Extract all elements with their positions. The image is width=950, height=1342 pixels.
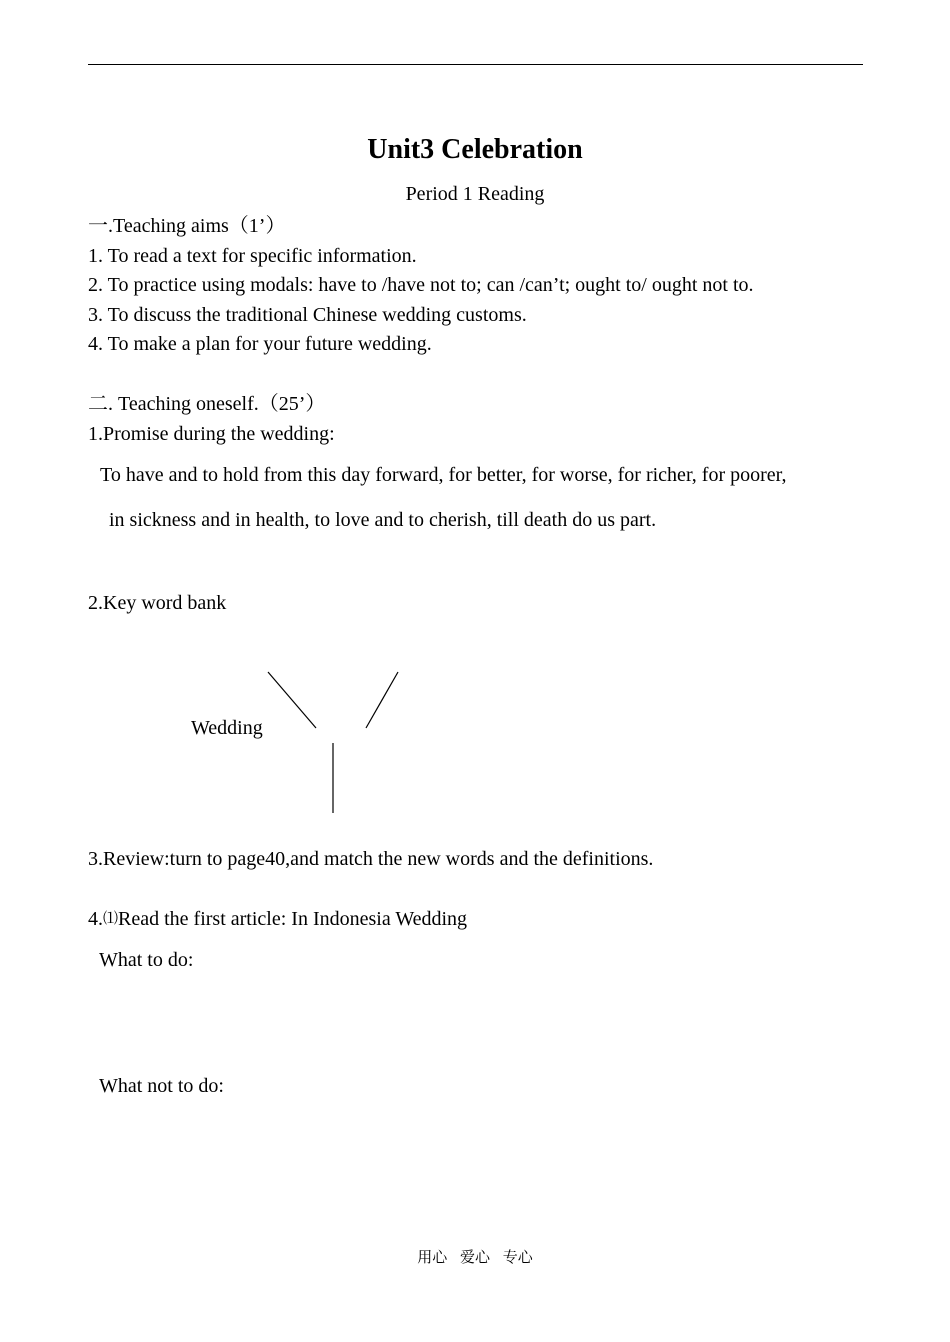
word-bank-center-label: Wedding — [191, 717, 263, 739]
promise-line-2: in sickness and in health, to love and to cherish, till death do us part. — [109, 509, 657, 531]
page-footer: 用心 爱心 专心 — [417, 1248, 533, 1266]
read-prefix: 4. — [88, 908, 103, 930]
promise-line-1: To have and to hold from this day forward, for better, for worse, for richer, for poorer, — [100, 464, 787, 486]
aim-item-4: 4. To make a plan for your future wedding. — [88, 333, 432, 355]
read-article-line — [88, 905, 467, 932]
teaching-oneself-heading: 二. Teaching oneself.（25’） — [88, 393, 326, 415]
page-title: Unit3 Celebration — [367, 134, 583, 165]
word-bank-heading: 2.Key word bank — [88, 592, 227, 614]
promise-heading: 1.Promise during the wedding: — [88, 423, 335, 445]
page-subtitle: Period 1 Reading — [405, 183, 545, 205]
read-article-text: Read the first article: In Indonesia Wedding — [118, 908, 468, 930]
what-to-do-label: What to do: — [99, 949, 194, 971]
what-not-to-do-label: What not to do: — [99, 1075, 224, 1097]
review-instruction: 3.Review:turn to page40,and match the new words and the definitions. — [88, 848, 654, 870]
aim-item-2: 2. To practice using modals: have to /have not to; can /can’t; ought to/ ought not to. — [88, 274, 754, 296]
diagram-line-right — [366, 672, 398, 728]
diagram-line-left — [268, 672, 316, 728]
aim-item-1: 1. To read a text for specific information. — [88, 245, 417, 267]
aim-item-3: 3. To discuss the traditional Chinese wedding customs. — [88, 304, 527, 326]
teaching-aims-heading: 一.Teaching aims（1’） — [88, 215, 286, 237]
read-marker: ⑴ — [103, 909, 119, 927]
